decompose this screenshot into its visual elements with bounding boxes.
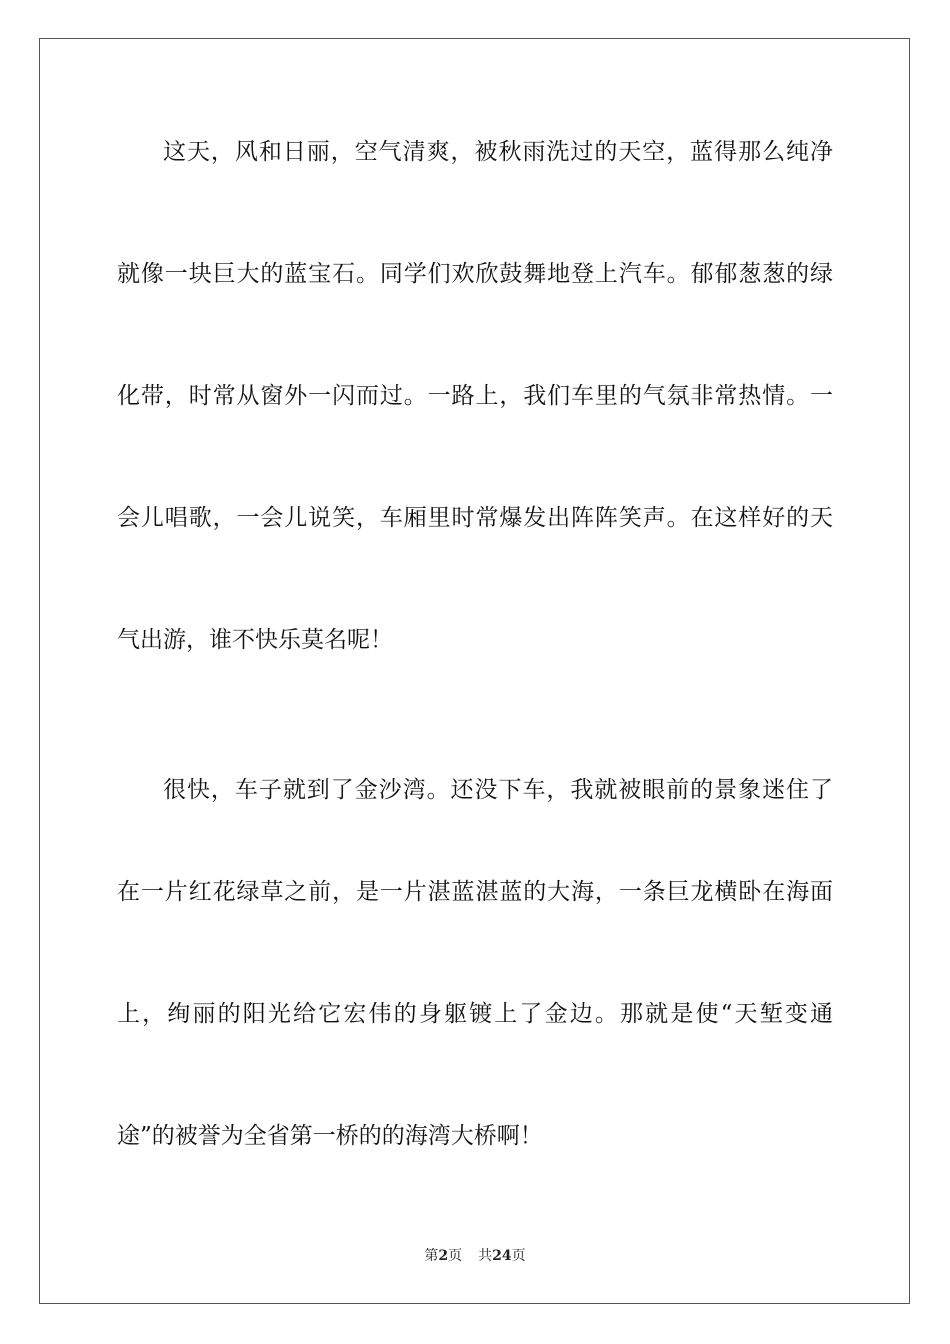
paragraph-1-line-2: 就像一块巨大的蓝宝石。同学们欢欣鼓舞地登上汽车。郁郁葱葱的绿 bbox=[117, 261, 833, 287]
paragraph-1-line-1: 这天，风和日丽，空气清爽，被秋雨洗过的天空，蓝得那么纯净 bbox=[163, 139, 833, 165]
page-prefix: 第 bbox=[424, 1248, 439, 1264]
total-prefix: 共 bbox=[478, 1248, 493, 1264]
paragraph-1-line-3: 化带，时常从窗外一闪而过。一路上，我们车里的气氛非常热情。一 bbox=[117, 383, 833, 409]
page-suffix: 页 bbox=[448, 1248, 463, 1264]
paragraph-2-line-2: 在一片红花绿草之前，是一片湛蓝湛蓝的大海，一条巨龙横卧在海面 bbox=[117, 879, 833, 905]
paragraph-1-line-5: 气出游，谁不快乐莫名呢！ bbox=[117, 627, 393, 653]
paragraph-2-line-1: 很快，车子就到了金沙湾。还没下车，我就被眼前的景象迷住了 bbox=[163, 777, 833, 803]
current-page-number: 2 bbox=[438, 1248, 449, 1264]
paragraph-2-line-4: 途”的被誉为全省第一桥的的海湾大桥啊！ bbox=[117, 1123, 543, 1149]
page-border bbox=[39, 38, 910, 1304]
paragraph-2-line-3: 上，绚丽的阳光给它宏伟的身躯镀上了金边。那就是使“天堑变通 bbox=[117, 1001, 833, 1027]
page-number-footer bbox=[0, 1247, 950, 1265]
total-suffix: 页 bbox=[511, 1248, 526, 1264]
total-page-count: 24 bbox=[492, 1248, 512, 1264]
paragraph-1-line-4: 会儿唱歌，一会儿说笑，车厢里时常爆发出阵阵笑声。在这样好的天 bbox=[117, 505, 833, 531]
